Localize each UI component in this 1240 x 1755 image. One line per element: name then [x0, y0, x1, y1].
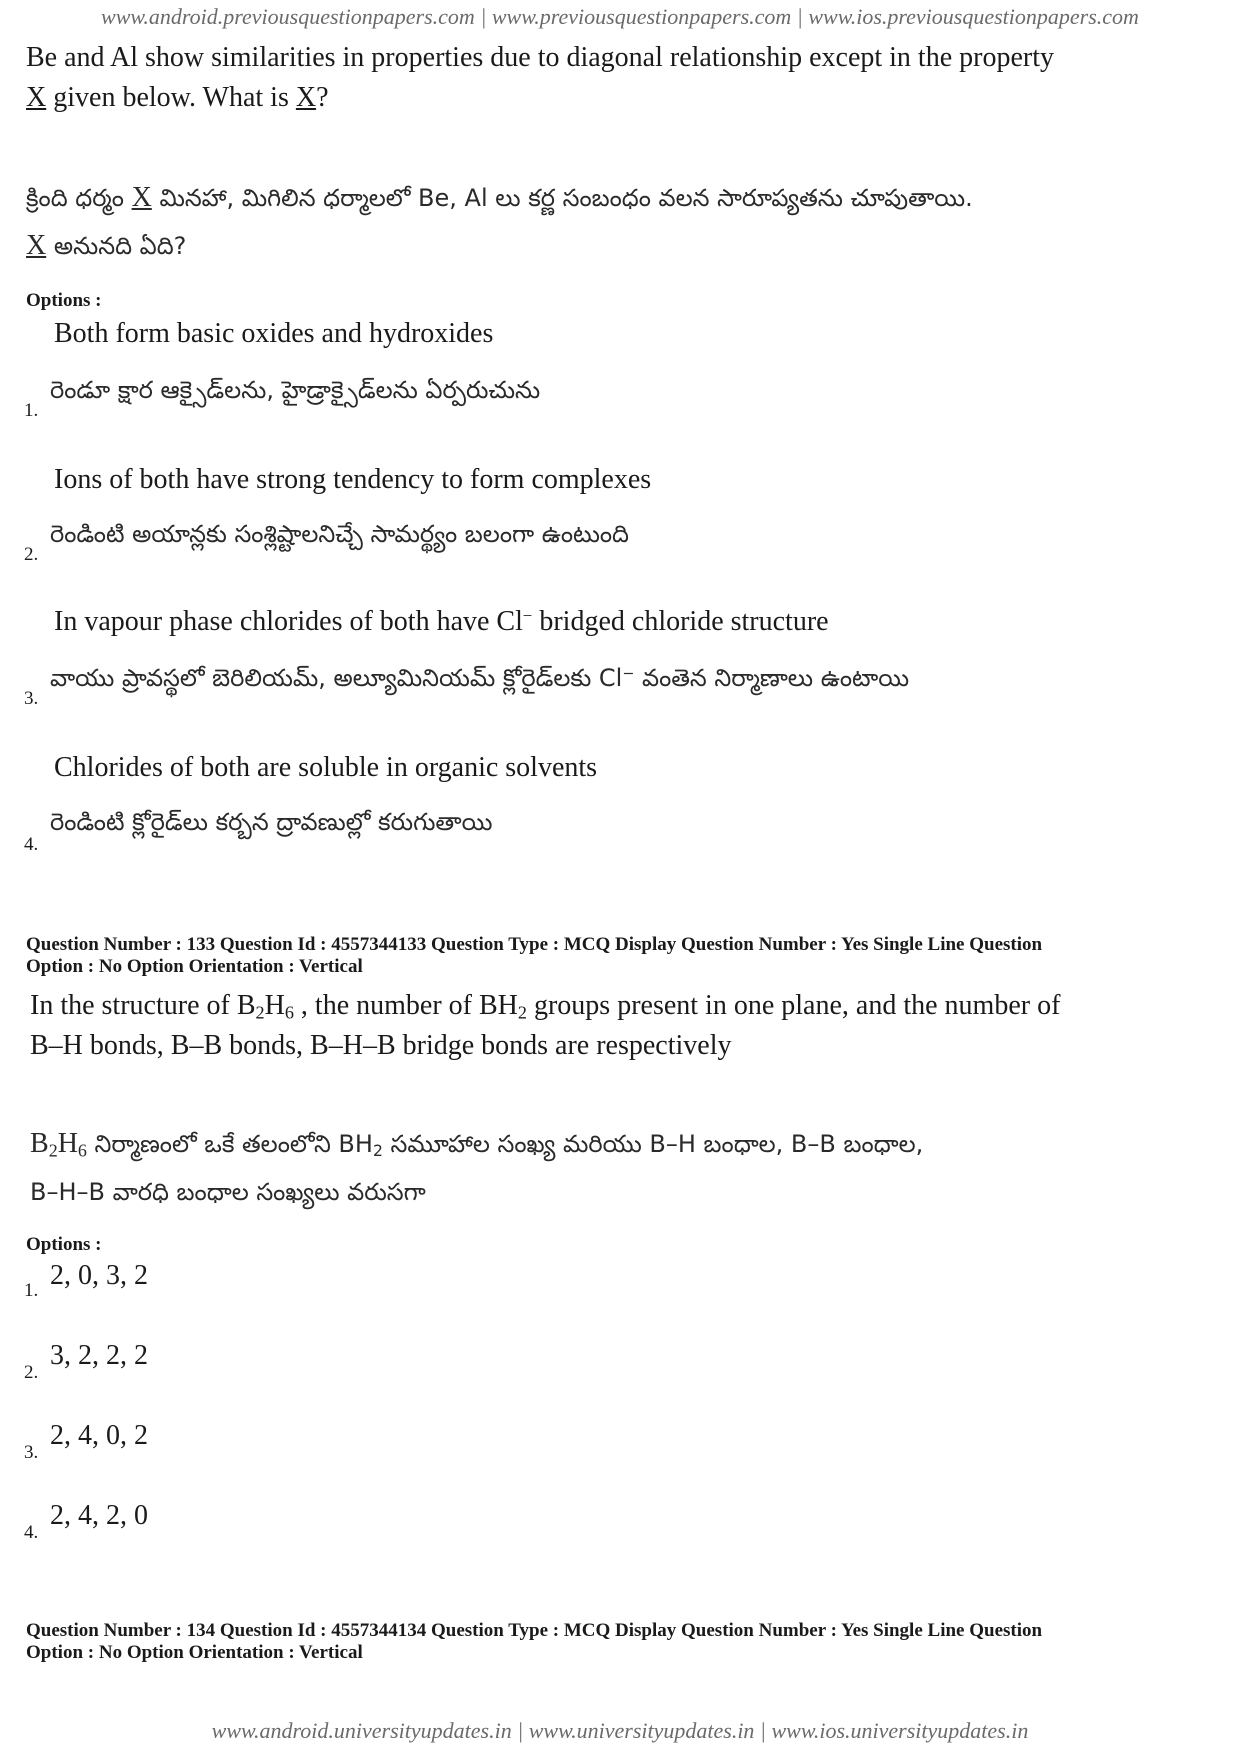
q132-options-heading: Options : [26, 290, 102, 311]
footer-watermark-links: www.android.universityupdates.in | www.universityupdates.in | www.ios.universityupdates.in [211, 1718, 1029, 1743]
q132-english-line2: X given below. What is X? [26, 82, 329, 113]
q134-meta-line2: Option : No Option Orientation : Vertical [26, 1642, 363, 1663]
q133-option1-text[interactable]: 2, 0, 3, 2 [50, 1260, 148, 1291]
q132-option4-telugu[interactable]: రెండింటి క్లోరైడ్‌లు కర్బన ద్రావణుల్లో కరుగుతాయి [50, 808, 493, 836]
q132-telugu-line1: క్రింది ధర్మం X మినహా, మిగిలిన ధర్మాలలో Be, Al లు కర్ణ సంబంధం వలన సారూప్యతను చూపుతాయి. [26, 182, 973, 213]
q132-option1-english[interactable]: Both form basic oxides and hydroxides [54, 318, 494, 349]
q133-option4-number: 4. [24, 1522, 39, 1543]
q132-option3-english[interactable]: In vapour phase chlorides of both have Cl− bridged chloride structure [54, 605, 829, 637]
q133-option3-text[interactable]: 2, 4, 0, 2 [50, 1420, 148, 1451]
q133-meta-line2: Option : No Option Orientation : Vertical [26, 956, 363, 977]
q132-option2-telugu[interactable]: రెండింటి అయాన్లకు సంశ్లిష్టాలనిచ్చే సామర్థ్యం బలంగా ఉంటుంది [50, 520, 629, 548]
q132-option1-number: 1. [24, 400, 39, 421]
q133-option2-text[interactable]: 3, 2, 2, 2 [50, 1340, 148, 1371]
q133-english-line2: B–H bonds, B–B bonds, B–H–B bridge bonds are respectively [30, 1030, 732, 1061]
q132-option2-number: 2. [24, 544, 39, 565]
q133-option1-number: 1. [24, 1280, 39, 1301]
q132-option2-english[interactable]: Ions of both have strong tendency to form complexes [54, 464, 652, 495]
q133-option4-text[interactable]: 2, 4, 2, 0 [50, 1500, 148, 1531]
q132-option3-number: 3. [24, 688, 39, 709]
q132-english-line1: Be and Al show similarities in properties due to diagonal relationship except in the property [26, 42, 1054, 73]
header-watermark-links: www.android.previousquestionpapers.com | www.previousquestionpapers.com | www.ios.previousquestionpapers.com [101, 4, 1139, 29]
q134-meta-line1: Question Number : 134 Question Id : 4557344134 Question Type : MCQ Display Question Number : Yes Single Line Question [26, 1620, 1043, 1641]
q132-option1-telugu[interactable]: రెండూ క్షార ఆక్సైడ్‌లను, హైడ్రాక్సైడ్‌లను ఏర్పరుచును [50, 376, 541, 404]
q133-option2-number: 2. [24, 1362, 39, 1383]
q133-telugu-line1: $B_2H_6$ నిర్మాణంలో ఒకే తలంలోని $BH_2$ సమూహాల సంఖ్య మరియు B–H బంధాల, B–B బంధాల, [30, 1128, 924, 1161]
q132-option3-telugu[interactable]: వాయు ప్రావస్థలో బెరిలియమ్, అల్యూమినియమ్ క్లోరైడ్‌లకు Cl− వంతెన నిర్మాణాలు ఉంటాయి [50, 664, 910, 692]
q133-meta-line1: Question Number : 133 Question Id : 4557344133 Question Type : MCQ Display Question Number : Yes Single Line Question [26, 934, 1043, 955]
q133-telugu-line2: B–H–B వారధి బంధాల సంఖ్యలు వరుసగా [30, 1178, 426, 1206]
q133-options-heading: Options : [26, 1234, 102, 1255]
q132-telugu-line2: X అనునది ఏది? [26, 230, 187, 261]
q132-option4-number: 4. [24, 834, 39, 855]
q132-option4-english[interactable]: Chlorides of both are soluble in organic solvents [54, 752, 598, 783]
q133-english-line1: In the structure of $B_2H_6$ , the number of $BH_2$ groups present in one plane, and the number of [30, 990, 1061, 1023]
q133-option3-number: 3. [24, 1442, 39, 1463]
